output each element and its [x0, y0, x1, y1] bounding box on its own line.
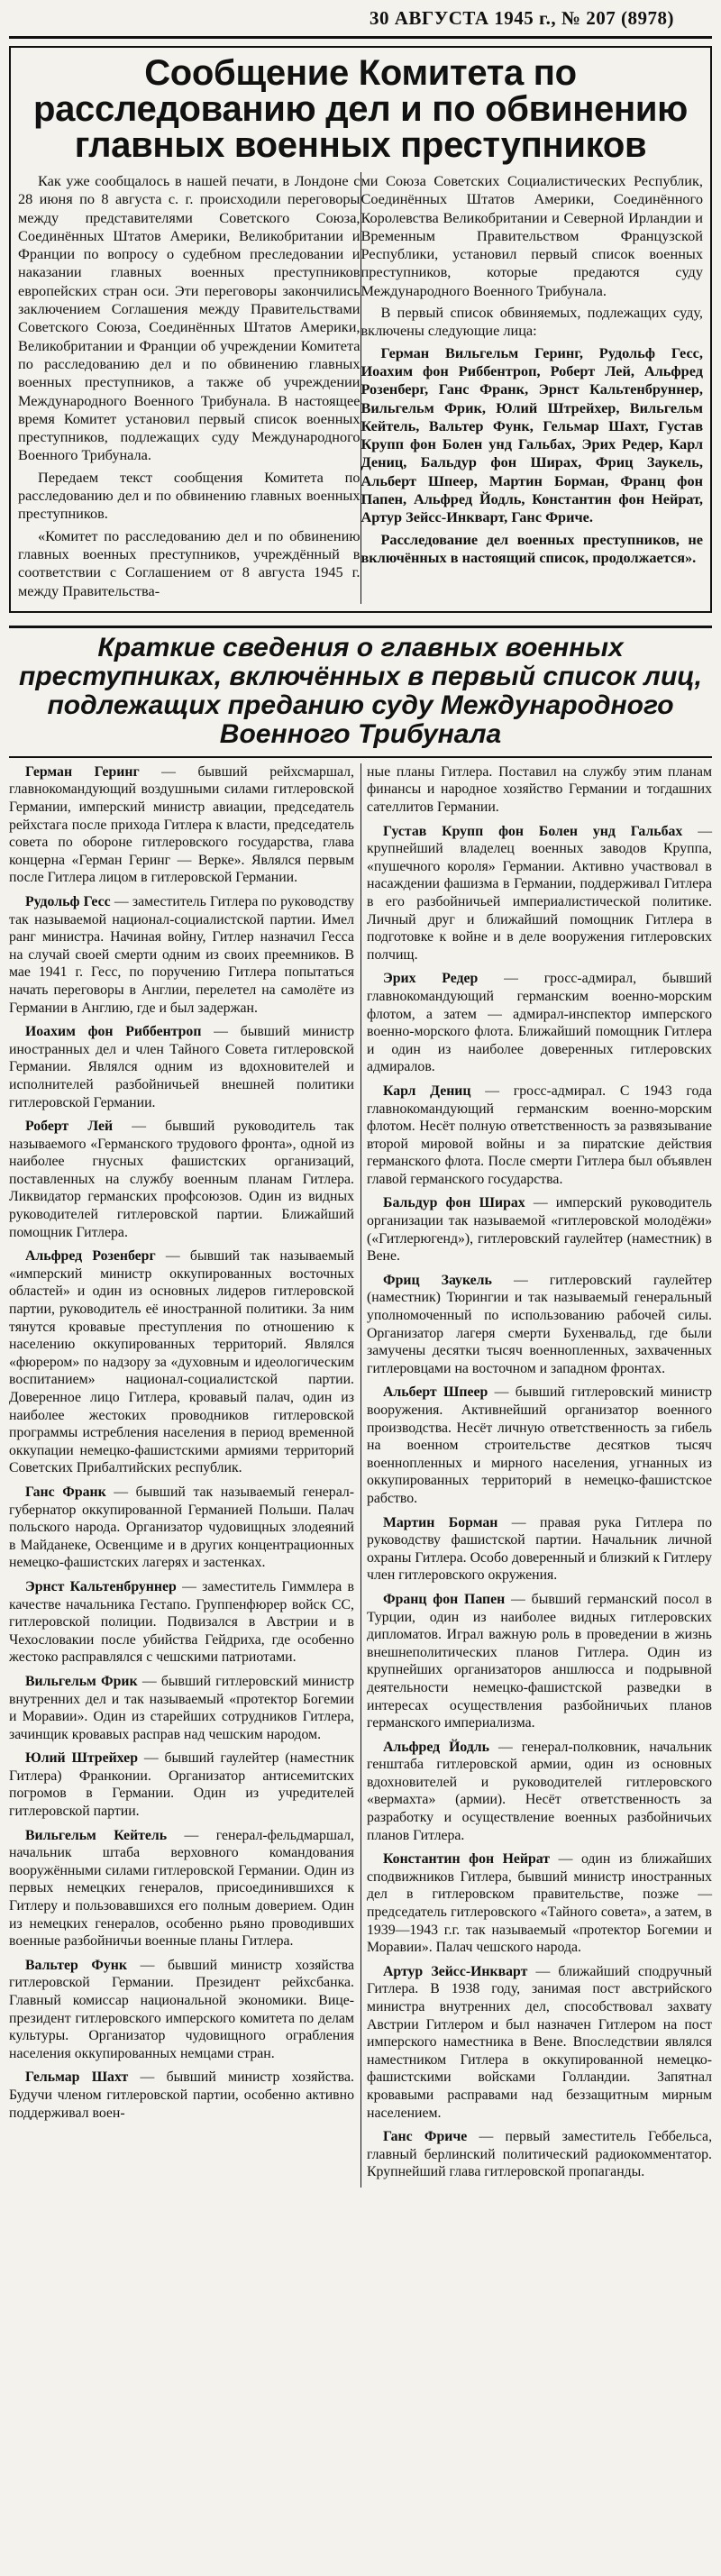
biography-text: — бывший так называемый генерал-губернатор оккупированной Германией Польши. Палач польского народа. Организатор чудовищных злодеяний в Майданеке, Освенциме и в других концентрационных немецко-фашистских лагерях и застенках. [9, 1484, 354, 1571]
defendant-name: Мартин Борман [383, 1514, 498, 1530]
biography-text: — первый заместитель Геббельса, главный берлинский политический радиокомментатор. Крупнейший глава гитлеровской пропаганды. [367, 2129, 713, 2180]
biography-text: — бывший гаулейтер (наместник Гитлера) Франконии. Организатор антисемитских погромов в Германии. Один из учредителей гитлеровской партии. [9, 1750, 354, 1820]
biography-text: — бывший министр хозяйства гитлеровской Германии. Президент рейхсбанка. Главный комиссар национальной экономики. Вице-президент гитлеровского имперского комитета по делам культуры. Организатор чудовищного ограбления населения оккупированных немцами стран. [9, 1957, 354, 2061]
communique-paragraph: ми Союза Советских Социалистических Республик, Соединённых Штатов Америки, Соединённого Королевства Великобритании и Северной Ирландии и Временным Правительством Французской Республики, установил первый список военных преступников, которые предаются суду Международного Военного Трибунала. [360, 172, 703, 299]
biography-entry [9, 893, 354, 1017]
defendant-name: Юлий Штрейхер [25, 1750, 138, 1767]
biography-text: — гросс-адмирал. С 1943 года главнокомандующий германским военно-морским флотом. Несёт полную ответственность за развязывание второй мировой войны и за пиратские действия германского флота. После смерти Гитлера был объявлен главой германского государства. [367, 1082, 712, 1187]
biography-entry [9, 1023, 354, 1111]
biography-text: — бывший министр иностранных дел и член Тайного Совета гитлеровской Германии. Являлся одним из вдохновителей и исполнителей разбойничьей внешней политики гитлеровской Германии. [9, 1024, 354, 1110]
biography-text: — бывший гитлеровский министр вооружения. Активнейший организатор военного производства. Несёт личную ответственность за гибель на военном строительстве десятков тысяч военнопленных и мирного населения, угнанных из оккупированных территорий в немецко-фашистское рабство. [367, 1384, 712, 1506]
biography-text: — ближайший сподручный Гитлера. В 1938 году, занимая пост австрийского министра внутренних дел, способствовал захвату Австрии Гитлером и был назначен Гитлером на пост имперского наместника в Вене. Впоследствии являлся наместником Гитлера в оккупированной немецко-фашистскими войсками Голландии. Запятнал кровавыми расправами над беззащитным мирным населением. [367, 1963, 712, 2121]
biography-entry [9, 1827, 354, 1950]
biography-entry [9, 1957, 354, 2063]
communique-paragraph: В первый список обвиняемых, подлежащих суду, включены следующие лица: [360, 304, 703, 340]
issue-date: 30 АВГУСТА 1945 г., № 207 (8978) [370, 7, 674, 29]
biography-text: — заместитель Гиммлера в качестве начальника Гестапо. Группенфюрер войск СС, гитлеровской полиции. Подвизался в Австрии и в Чехословакии после убийства Гейдриха, где особенно жестоко расправлялся с чешскими патриотами. [9, 1578, 355, 1666]
communique-columns [18, 172, 703, 604]
biography-entry [9, 763, 354, 887]
biography-text: — бывший руководитель так называемого «Германского трудового фронта», одной из наиболее гнусных фашистских организаций, поставленных на службу военным планам Гитлера. Ликвидатор германских профсоюзов. Один из видных руководителей гитлеровской партии. Ближайший помощник Гитлера. [9, 1119, 354, 1240]
communique-box [9, 46, 712, 613]
biography-entry [367, 970, 712, 1076]
defendant-name: Фриц Заукель [383, 1272, 492, 1288]
column-divider [360, 763, 361, 2188]
defendant-name: Рудольф Гесс [25, 893, 111, 909]
biography-text: — генерал-полковник, начальник генштаба гитлеровской армии, один из основных вдохновителей и руководителей гитлеровского «вермахта» (армии). Несёт ответственность за разработку и осуществление военных разбойничьих планов Гитлера. [367, 1739, 712, 1843]
biography-entry [367, 1082, 712, 1189]
defendant-name: Эрих Редер [383, 971, 479, 987]
biography-text: — правая рука Гитлера по руководству фашистской партии. Начальник личной охраны Гитлера. Особо доверенный и близкий к Гитлеру член гитлеровского окружения. [367, 1514, 712, 1584]
biography-entry [367, 2128, 712, 2181]
defendant-name: Артур Зейсс-Инкварт [383, 1963, 528, 1979]
biography-entry [367, 823, 712, 964]
communique-paragraph: Как уже сообщалось в нашей печати, в Лондоне с 28 июня по 8 августа с. г. происходили переговоры между представителями Советского Союза, Соединённых Штатов Америки, Великобритании и Франции по вопросу о судебном преследовании и наказании главных военных преступников европейских стран оси. Эти переговоры закончились заключением Соглашения между Правительствами Советского Союза, Соединённых Штатов Америки, Великобритании и Франции об учреждении Комитета по расследованию дел и по обвинению главных военных преступников, а также об учреждении Международного Военного Трибунала. В настоящее время Комитет установил первый список военных преступников, подлежащих суду Международного Военного Трибунала. [18, 172, 360, 464]
biography-entry [9, 1118, 354, 1241]
biography-text: — гросс-адмирал, бывший главнокомандующий германским военно-морским флотом, а затем — адмирал-инспектор имперского военно-морского флота. Ближайший помощник Гитлера и один из наиболее доверенных гитлеровских адмиралов. [367, 971, 712, 1075]
defendant-name: Альберт Шпеер [383, 1384, 488, 1401]
communique-title: Сообщение Комитета по расследованию дел и по обвинению главных военных преступников [32, 53, 689, 165]
defendant-name: Ганс Фриче [383, 2129, 468, 2145]
defendant-name: Вильгельм Кейтель [25, 1827, 168, 1843]
defendant-name: Эрнст Кальтенбруннер [25, 1578, 177, 1594]
defendants-list: Герман Вильгельм Геринг, Рудольф Гесс, Иоахим фон Риббентроп, Роберт Лей, Альфред Розенберг, Ганс Франк, Эрнст Кальтенбруннер, Вильгельм Фрик, Юлий Штрейхер, Вильгельм Кейтель, Вальтер Функ, Гельмар Шахт, Густав Крупп фон Болен унд Гальбах, Эрих Редер, Карл Дениц, Бальдур фон Ширах, Фриц Заукель, Альберт Шпеер, Мартин Борман, Франц фон Папен, Альфред Йодль, Константин фон Нейрат, Артур Зейсс-Инкварт, Ганс Фриче. [360, 343, 703, 526]
communique-left-column [18, 172, 360, 604]
biography-entry [367, 1850, 712, 1957]
defendant-name: Константин фон Нейрат [383, 1851, 551, 1868]
defendant-name: Густав Крупп фон Болен унд Гальбах [383, 823, 683, 839]
communique-paragraph: Передаем текст сообщения Комитета по расследованию дел и по обвинению главных военных преступников. [18, 468, 360, 523]
biography-entry [9, 1749, 354, 1820]
biography-entry [367, 1591, 712, 1732]
bios-left-column [9, 763, 354, 2188]
bios-section-title: Краткие сведения о главных военных преступниках, включённых в первый список лиц, подлежащих преданию суду Международного Военного Трибунала [9, 626, 712, 758]
biography-text: — бывший так называемый «имперский министр оккупированных восточных областей» и один из основных лидеров гитлеровской партии, руководитель её иностранной политики. За ним тянутся кровавые преступления по отношению к населению оккупированных территорий. Являлся «фюрером» по надзору за «духовным и идеологическим воспитанием» национал-социалистской партии. Доверенное лицо Гитлера, кровавый палач, один из наиболее жестоких проводников гитлеровской программы истребления населения в период временной оккупации немецко-фашистскими армиями территорий Советских Прибалтийских республик. [9, 1248, 355, 1476]
biography-entry [367, 1194, 712, 1265]
defendant-name: Ганс Франк [25, 1484, 106, 1500]
defendant-name: Вильгельм Фрик [25, 1673, 138, 1689]
biography-text: ные планы Гитлера. Поставил на службу этим планам финансы и народное хозяйство Германии и тогдашних сателлитов Германии. [367, 763, 712, 816]
biography-text: — бывший германский посол в Турции, один из наиболее видных гитлеровских дипломатов. Играл важную роль в проведении в жизнь внешнеполитических планов Гитлера. Один из крупнейших организаторов аншлюсса и подрывной деятельности немецко-фашистской разведки в интересах осуществления разбойничьих планов германского империализма. [367, 1591, 713, 1731]
bios-right-column [367, 763, 712, 2188]
biography-entry [367, 1272, 712, 1378]
biography-entry [367, 1514, 712, 1585]
biography-entry [367, 1963, 712, 2122]
defendant-name: Роберт Лей [25, 1119, 114, 1135]
biography-text: — бывший рейхсмаршал, главнокомандующий воздушными силами гитлеровской Германии, имперский министр авиации, председатель рейхстага после прихода Гитлера к власти, председатель совета по обороне гитлеровского государства, глава концерна «Герман Геринг — Верке». Являлся первым после Гитлера лицом в гитлеровской Германии. [9, 763, 354, 886]
biography-text: — бывший министр хозяйства. Будучи членом гитлеровской партии, особенно активно поддерживал воен- [9, 2069, 355, 2121]
biography-entry [9, 2069, 354, 2122]
defendant-name: Альфред Розенберг [25, 1248, 156, 1265]
defendant-name: Франц фон Папен [383, 1591, 506, 1607]
defendant-name: Гельмар Шахт [25, 2069, 129, 2086]
biography-entry [367, 763, 712, 817]
biography-entry [367, 1384, 712, 1507]
biography-text: — крупнейший владелец военных заводов Круппа, «пушечного короля» Германии. Активно участвовал в насаждении фашизма в Германии, поддерживал Гитлера в его разбойничьей империалистической политике. Личный друг и ближайший помощник Гитлера в подготовке к войне и в деле вооружения гитлеровских полчищ. [367, 823, 713, 963]
communique-closing: Расследование дел военных преступников, не включённых в настоящий список, продолжается». [360, 530, 703, 566]
biography-text: — один из ближайших сподвижников Гитлера, бывший министр иностранных дел в гитлеровском правительстве, позже — председатель гитлеровского «Тайного совета», а затем, в 1939—1943 г.г. так называемый «протектор Богемии и Моравии». Палач чешского народа. [367, 1851, 713, 1956]
communique-right-column [360, 172, 703, 604]
defendant-name: Карл Дениц [383, 1082, 471, 1099]
biography-text: — гитлеровский гаулейтер (наместник) Тюрингии и так называемый генеральный уполномоченный по использованию рабочей силы. Организатор лагеря смерти Бухенвальд, где были замучены десятки тысяч военнопленных, захваченных гитлеровцами на восточном и западном фронтах. [367, 1272, 712, 1376]
bios-columns [9, 763, 712, 2188]
biography-entry [9, 1247, 354, 1477]
biography-text: — заместитель Гитлера по руководству так называемой национал-социалистской партии. Имел ранг министра. Начиная войну, Гитлер назначил Гесса на случай своей смерти одним из своих преемников. В мае 1941 г. Гесс, по поручению Гитлера попытаться начать переговоры в Англии, перелетел на самолёте из Германии в Англию, где и был задержан. [9, 893, 355, 1016]
defendant-name: Бальдур фон Ширах [383, 1195, 525, 1211]
biography-entry [367, 1739, 712, 1845]
defendant-name: Вальтер Функ [25, 1957, 127, 1973]
biography-entry [9, 1673, 354, 1743]
biography-text: — генерал-фельдмаршал, начальник штаба верховного командования вооружёнными силами гитлеровской Германии. Один из первых немецких генералов, присоединившихся к Гитлеру и пользовавшихся его полным доверием. Один из немецких генералов, особенно рьяно проводивших военные разбойничьи военные планы Гитлера. [9, 1827, 354, 1950]
masthead [9, 0, 712, 39]
defendant-name: Альфред Йодль [383, 1739, 490, 1755]
biography-text: — имперский руководитель организации так называемой «гитлеровской молодёжи» («Гитлерюгенд»), гитлеровский гаулейтер (наместник) в Вене. [367, 1195, 713, 1265]
defendant-name: Иоахим фон Риббентроп [25, 1024, 202, 1040]
biography-entry [9, 1578, 354, 1667]
communique-paragraph: «Комитет по расследованию дел и по обвинению главных военных преступников, учреждённый в соответствии с Соглашением от 8 августа 1945 г. между Правительства- [18, 526, 360, 599]
defendant-name: Герман Геринг [25, 763, 140, 780]
biography-text: — бывший гитлеровский министр внутренних дел и так называемый «протектор Богемии и Моравии». Один из старейших сотрудников Гитлера, зачинщик кровавых расправ над чешским народом. [9, 1673, 354, 1742]
biography-entry [9, 1484, 354, 1572]
